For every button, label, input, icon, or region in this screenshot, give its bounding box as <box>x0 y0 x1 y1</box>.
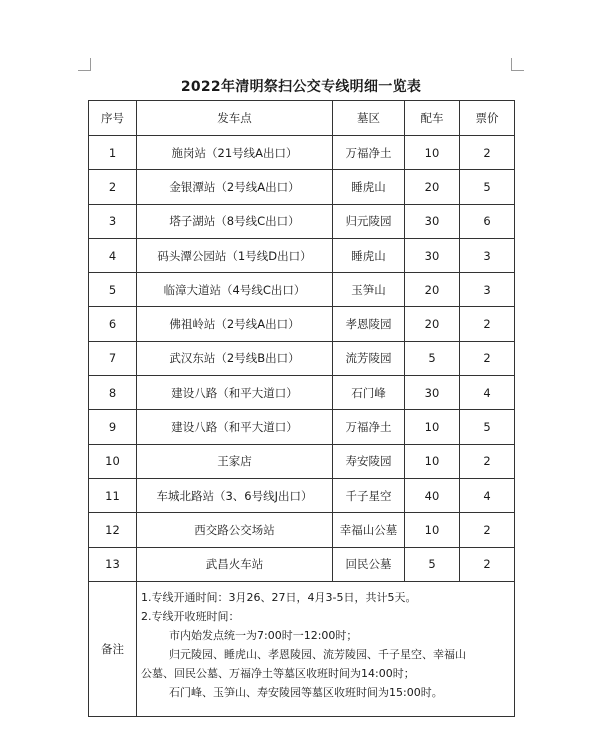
table-row <box>89 376 515 410</box>
cell-buses: 20 <box>405 273 460 307</box>
table-row <box>89 444 515 478</box>
cell-station: 佛祖岭站（2号线A出口） <box>137 307 333 341</box>
cell-cemetery: 万福净土 <box>333 136 405 170</box>
cell-no: 6 <box>89 307 137 341</box>
cell-buses: 10 <box>405 410 460 444</box>
document-title: 2022年清明祭扫公交专线明细一览表 <box>180 79 422 95</box>
cell-station: 临漳大道站（4号线C出口） <box>137 273 333 307</box>
cell-station: 建设八路（和平大道口） <box>137 376 333 410</box>
note-opening-dates: 1.专线开通时间：3月26、27日，4月3-5日，共计5天。 <box>141 590 417 604</box>
cell-no: 10 <box>89 444 137 478</box>
table-header-row <box>89 101 515 136</box>
cell-cemetery: 千子星空 <box>333 478 405 512</box>
cell-station: 建设八路（和平大道口） <box>137 410 333 444</box>
crop-mark-top-left <box>78 58 91 71</box>
cell-fare: 2 <box>460 547 515 581</box>
cell-buses: 30 <box>405 376 460 410</box>
header-buses: 配车 <box>405 101 460 136</box>
cell-station: 武汉东站（2号线B出口） <box>137 341 333 375</box>
cell-station: 西交路公交场站 <box>137 513 333 547</box>
cell-cemetery: 玉笋山 <box>333 273 405 307</box>
cell-fare: 5 <box>460 170 515 204</box>
cell-no: 5 <box>89 273 137 307</box>
cell-no: 8 <box>89 376 137 410</box>
crop-mark-top-right <box>511 58 524 71</box>
cell-fare: 4 <box>460 478 515 512</box>
header-no: 序号 <box>89 101 137 136</box>
cell-cemetery: 睡虎山 <box>333 238 405 272</box>
note-city-departure-hours: 市内始发点统一为7:00时一12:00时； <box>169 628 358 642</box>
cell-fare: 2 <box>460 513 515 547</box>
table-row <box>89 170 515 204</box>
cell-buses: 5 <box>405 341 460 375</box>
cell-no: 3 <box>89 204 137 238</box>
header-station: 发车点 <box>137 101 333 136</box>
cell-cemetery: 石门峰 <box>333 376 405 410</box>
notes-label: 备注 <box>89 581 137 716</box>
cell-no: 1 <box>89 136 137 170</box>
cell-cemetery: 流芳陵园 <box>333 341 405 375</box>
note-cemeteries-closing-1500: 石门峰、玉笋山、寿安陵园等墓区收班时间为15:00时。 <box>169 685 443 699</box>
notes-row <box>89 581 515 716</box>
table-row <box>89 478 515 512</box>
cell-buses: 30 <box>405 238 460 272</box>
cell-fare: 2 <box>460 136 515 170</box>
cell-cemetery: 孝恩陵园 <box>333 307 405 341</box>
note-cemeteries-closing-1400: 公墓、回民公墓、万福净土等墓区收班时间为14:00时； <box>141 666 415 680</box>
table-row <box>89 238 515 272</box>
cell-fare: 5 <box>460 410 515 444</box>
cell-station: 车城北路站（3、6号线J出口） <box>137 478 333 512</box>
cell-buses: 5 <box>405 547 460 581</box>
cell-station: 施岗站（21号线A出口） <box>137 136 333 170</box>
cell-fare: 6 <box>460 204 515 238</box>
cell-no: 13 <box>89 547 137 581</box>
table-row <box>89 204 515 238</box>
cell-no: 4 <box>89 238 137 272</box>
cell-fare: 4 <box>460 376 515 410</box>
cell-buses: 30 <box>405 204 460 238</box>
table-row <box>89 136 515 170</box>
cell-buses: 20 <box>405 307 460 341</box>
cell-station: 塔子湖站（8号线C出口） <box>137 204 333 238</box>
header-cemetery: 墓区 <box>333 101 405 136</box>
table-row <box>89 273 515 307</box>
table-row <box>89 513 515 547</box>
cell-buses: 10 <box>405 513 460 547</box>
cell-no: 2 <box>89 170 137 204</box>
cell-fare: 2 <box>460 444 515 478</box>
cell-station: 王家店 <box>137 444 333 478</box>
cell-station: 武昌火车站 <box>137 547 333 581</box>
cell-no: 9 <box>89 410 137 444</box>
cell-fare: 3 <box>460 238 515 272</box>
note-schedule-heading: 2.专线开收班时间： <box>141 609 240 623</box>
cell-buses: 10 <box>405 136 460 170</box>
cell-buses: 20 <box>405 170 460 204</box>
cell-cemetery: 万福净土 <box>333 410 405 444</box>
cell-fare: 2 <box>460 341 515 375</box>
cell-no: 12 <box>89 513 137 547</box>
cell-cemetery: 归元陵园 <box>333 204 405 238</box>
cell-station: 码头潭公园站（1号线D出口） <box>137 238 333 272</box>
cell-buses: 10 <box>405 444 460 478</box>
cell-fare: 2 <box>460 307 515 341</box>
cell-cemetery: 回民公墓 <box>333 547 405 581</box>
table-row <box>89 547 515 581</box>
header-fare: 票价 <box>460 101 515 136</box>
cell-no: 11 <box>89 478 137 512</box>
cell-cemetery: 寿安陵园 <box>333 444 405 478</box>
cell-no: 7 <box>89 341 137 375</box>
table-row <box>89 410 515 444</box>
cell-cemetery: 睡虎山 <box>333 170 405 204</box>
table-row <box>89 341 515 375</box>
note-cemeteries-list: 归元陵园、睡虎山、孝恩陵园、流芳陵园、千子星空、幸福山 <box>169 647 466 661</box>
cell-buses: 40 <box>405 478 460 512</box>
cell-station: 金银潭站（2号线A出口） <box>137 170 333 204</box>
notes-body <box>137 581 515 716</box>
cell-fare: 3 <box>460 273 515 307</box>
cell-cemetery: 幸福山公墓 <box>333 513 405 547</box>
bus-line-table <box>88 100 515 717</box>
table-row <box>89 307 515 341</box>
